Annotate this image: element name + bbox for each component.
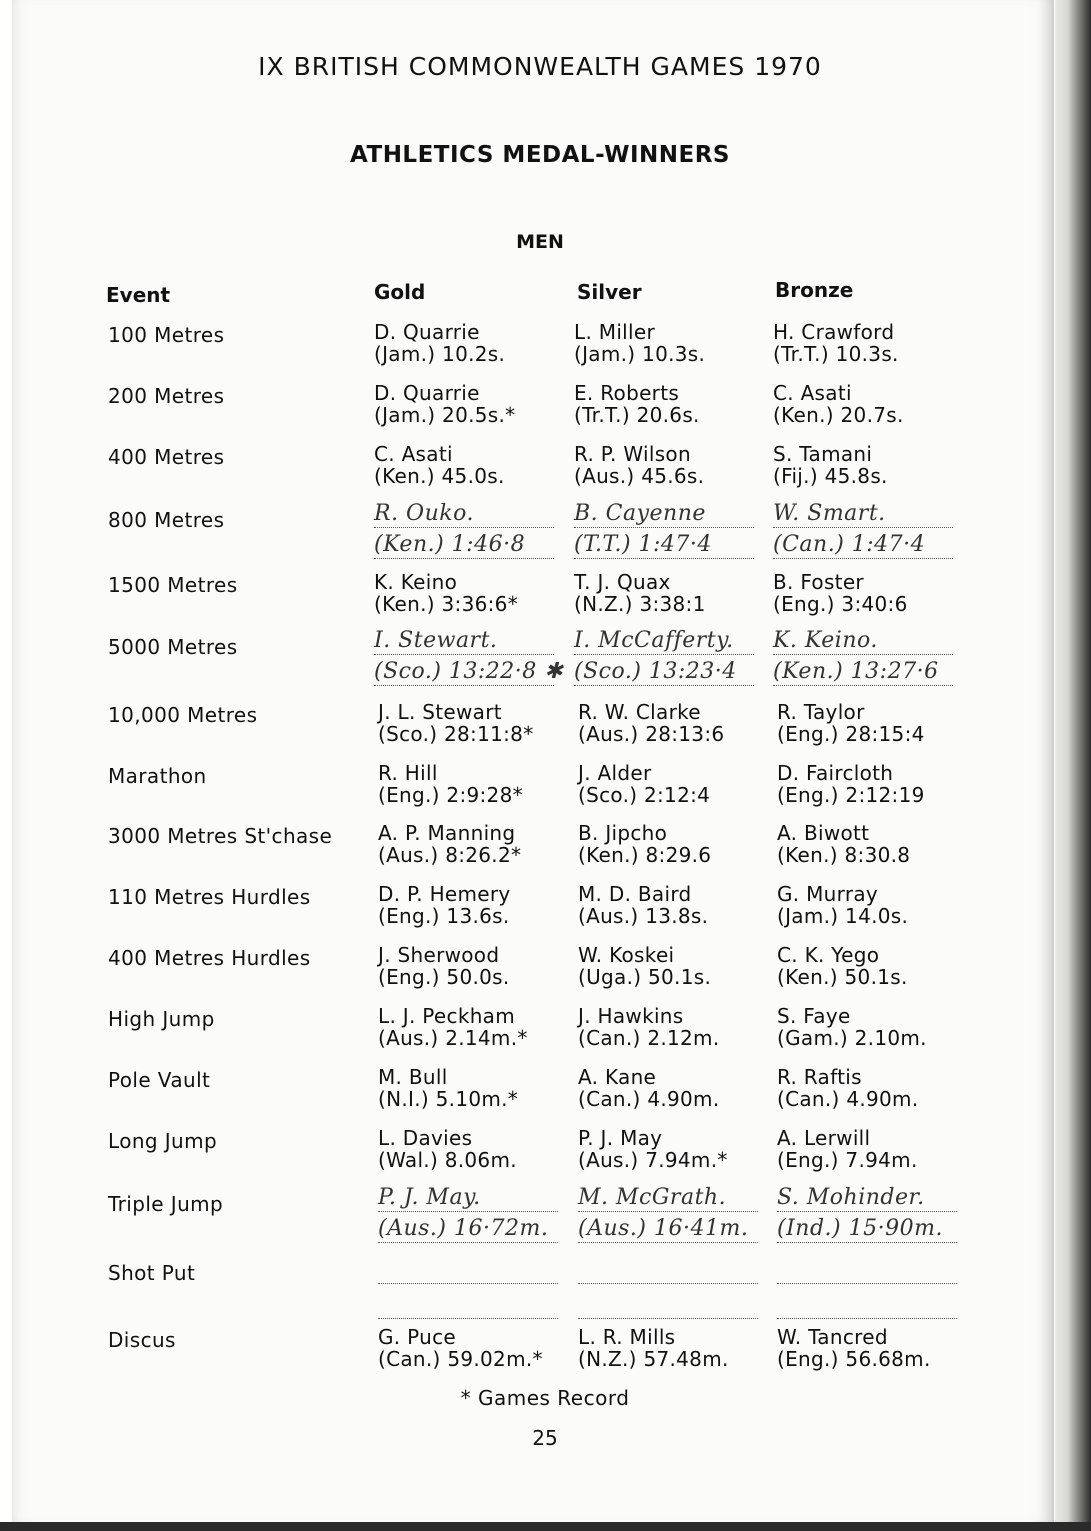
country-and-result: (Aus.) 16·41m. — [578, 1218, 758, 1243]
country-and-result: (Sco.) 13:23·4 — [574, 661, 754, 686]
country-and-result: (Ken.) 1:46·8 — [374, 534, 554, 559]
athlete-name: T. J. Quax — [574, 570, 671, 594]
bronze-medalist — [773, 443, 888, 487]
athlete-name: K. Keino — [374, 570, 458, 594]
athlete-name: J. Hawkins — [578, 1004, 684, 1028]
bronze-medalist — [773, 382, 904, 426]
country-and-result — [378, 1294, 558, 1319]
event-name: High Jump — [108, 1007, 215, 1031]
athlete-name: L. J. Peckham — [378, 1004, 516, 1028]
athlete-name: D. Faircloth — [777, 761, 894, 785]
country-and-result: (Ken.) 13:27·6 — [773, 661, 953, 686]
silver-medalist — [574, 630, 754, 686]
country-and-result: (Eng.) 7.94m. — [777, 1148, 918, 1172]
silver-medalist — [578, 822, 711, 866]
country-and-result: (Wal.) 8.06m. — [378, 1148, 517, 1172]
event-name: Triple Jump — [108, 1192, 224, 1216]
country-and-result: (Tr.T.) 10.3s. — [773, 342, 899, 366]
athlete-name: W. Tancred — [777, 1325, 888, 1349]
athlete-name: D. Quarrie — [374, 320, 480, 344]
athlete-name: C. K. Yego — [777, 943, 880, 967]
page-number: 25 — [532, 1426, 558, 1450]
column-header-silver: Silver — [577, 280, 642, 304]
scan-bottom-edge — [0, 1522, 1091, 1531]
country-and-result: (Eng.) 3:40:6 — [773, 592, 908, 616]
country-and-result: (N.Z.) 57.48m. — [578, 1347, 729, 1371]
athlete-name: A. Lerwill — [777, 1126, 871, 1150]
athlete-name: M. McGrath. — [578, 1187, 758, 1212]
athlete-name: W. Koskei — [578, 943, 675, 967]
athlete-name: L. Davies — [378, 1126, 473, 1150]
athlete-name: L. Miller — [574, 320, 656, 344]
country-and-result: (Jam.) 14.0s. — [777, 904, 909, 928]
book-spine-shadow — [1055, 0, 1091, 1531]
athlete-name: R. Ouko. — [374, 503, 554, 528]
event-name: Marathon — [108, 764, 207, 788]
gold-medalist — [378, 1259, 558, 1319]
bronze-medalist — [777, 883, 908, 927]
gold-medalist — [374, 321, 505, 365]
athlete-name — [378, 1259, 558, 1284]
event-name: 110 Metres Hurdles — [108, 885, 311, 909]
silver-medalist — [578, 944, 711, 988]
silver-medalist — [578, 701, 724, 745]
athlete-name: R. Taylor — [777, 700, 865, 724]
silver-medalist — [578, 1127, 728, 1171]
bronze-medalist — [777, 822, 910, 866]
athlete-name: W. Smart. — [773, 503, 953, 528]
gold-medalist — [378, 1326, 543, 1370]
athlete-name — [578, 1259, 758, 1284]
country-and-result: (Aus.) 45.6s. — [574, 464, 705, 488]
silver-medalist — [574, 321, 705, 365]
country-and-result: (Jam.) 10.3s. — [574, 342, 706, 366]
event-name: 800 Metres — [108, 508, 225, 532]
gold-medalist — [378, 822, 521, 866]
country-and-result: (Ken.) 50.1s. — [777, 965, 908, 989]
gold-medalist — [374, 503, 554, 559]
athlete-name: B. Foster — [773, 570, 864, 594]
athlete-name: S. Faye — [777, 1004, 851, 1028]
country-and-result: (Sco.) 28:11:8* — [378, 722, 534, 746]
event-name: 3000 Metres St'chase — [108, 824, 333, 848]
bronze-medalist — [773, 630, 953, 686]
country-and-result: (Aus.) 2.14m.* — [378, 1026, 528, 1050]
event-name: Shot Put — [108, 1261, 196, 1285]
silver-medalist — [574, 382, 700, 426]
athlete-name: M. Bull — [378, 1065, 448, 1089]
gold-medalist — [378, 944, 510, 988]
athlete-name: A. P. Manning — [378, 821, 516, 845]
country-and-result: (Eng.) 2:12:19 — [777, 783, 925, 807]
athlete-name: C. Asati — [374, 442, 453, 466]
bronze-medalist — [773, 571, 908, 615]
bronze-medalist — [777, 1326, 931, 1370]
silver-medalist — [578, 1259, 758, 1319]
athlete-name: G. Murray — [777, 882, 879, 906]
event-name: Pole Vault — [108, 1068, 211, 1092]
athlete-name: S. Mohinder. — [777, 1187, 957, 1212]
athlete-name: M. D. Baird — [578, 882, 692, 906]
bronze-medalist — [777, 1127, 918, 1171]
athlete-name: I. McCafferty. — [574, 630, 754, 655]
country-and-result: (Ken.) 45.0s. — [374, 464, 505, 488]
gold-medalist — [378, 883, 511, 927]
athlete-name: J. Alder — [578, 761, 652, 785]
country-and-result: (N.I.) 5.10m.* — [378, 1087, 519, 1111]
column-header-bronze: Bronze — [775, 278, 854, 302]
country-and-result: (Uga.) 50.1s. — [578, 965, 712, 989]
country-and-result: (Jam.) 20.5s.* — [374, 403, 516, 427]
athlete-name: S. Tamani — [773, 442, 873, 466]
country-and-result: (Eng.) 2:9:28* — [378, 783, 523, 807]
silver-medalist — [578, 883, 708, 927]
athlete-name: B. Jipcho — [578, 821, 668, 845]
athlete-name: D. P. Hemery — [378, 882, 511, 906]
athlete-name: R. Raftis — [777, 1065, 862, 1089]
bronze-medalist — [773, 321, 899, 365]
athlete-name: R. P. Wilson — [574, 442, 691, 466]
country-and-result: (Ken.) 3:36:6* — [374, 592, 518, 616]
country-and-result — [578, 1294, 758, 1319]
country-and-result: (Aus.) 28:13:6 — [578, 722, 725, 746]
silver-medalist — [578, 1066, 720, 1110]
country-and-result: (Aus.) 13.8s. — [578, 904, 709, 928]
country-and-result: (Tr.T.) 20.6s. — [574, 403, 700, 427]
gold-medalist — [378, 1127, 517, 1171]
country-and-result: (Can.) 4.90m. — [578, 1087, 720, 1111]
athlete-name: L. R. Mills — [578, 1325, 676, 1349]
gold-medalist — [378, 1066, 518, 1110]
gold-medalist — [378, 701, 534, 745]
country-and-result: (Aus.) 8:26.2* — [378, 843, 522, 867]
silver-medalist — [574, 503, 754, 559]
athlete-name: D. Quarrie — [374, 381, 480, 405]
gold-medalist — [374, 628, 564, 686]
silver-medalist — [574, 443, 704, 487]
event-name: 1500 Metres — [108, 573, 238, 597]
page-subtitle: ATHLETICS MEDAL-WINNERS — [349, 142, 731, 168]
country-and-result: (Sco.) 13:22·8 ✱ — [374, 659, 564, 684]
country-and-result: (Sco.) 2:12:4 — [578, 783, 711, 807]
country-and-result: (N.Z.) 3:38:1 — [574, 592, 706, 616]
gold-medalist — [374, 571, 518, 615]
silver-medalist — [578, 1326, 729, 1370]
country-and-result: (Fij.) 45.8s. — [773, 464, 888, 488]
bronze-medalist — [777, 762, 925, 806]
athlete-name — [777, 1259, 957, 1284]
silver-medalist — [578, 1005, 720, 1049]
footnote: * Games Record — [460, 1386, 630, 1410]
column-header-gold: Gold — [374, 280, 426, 304]
gold-medalist — [378, 1005, 528, 1049]
silver-medalist — [578, 762, 710, 806]
athlete-name: J. Sherwood — [378, 943, 500, 967]
country-and-result: (Aus.) 7.94m.* — [578, 1148, 728, 1172]
country-and-result: (Can.) 4.90m. — [777, 1087, 919, 1111]
athlete-name: P. J. May — [578, 1126, 663, 1150]
country-and-result: (T.T.) 1:47·4 — [574, 534, 754, 559]
event-name: 100 Metres — [108, 323, 225, 347]
country-and-result: (Ken.) 8:30.8 — [777, 843, 911, 867]
country-and-result: (Can.) 2.12m. — [578, 1026, 720, 1050]
athlete-name: E. Roberts — [574, 381, 680, 405]
event-name: 5000 Metres — [108, 635, 238, 659]
country-and-result: (Eng.) 50.0s. — [378, 965, 510, 989]
country-and-result: (Jam.) 10.2s. — [374, 342, 506, 366]
event-name: 400 Metres Hurdles — [108, 946, 311, 970]
event-name: Long Jump — [108, 1129, 218, 1153]
country-and-result: (Ind.) 15·90m. — [777, 1218, 957, 1243]
athlete-name: J. L. Stewart — [378, 700, 502, 724]
column-header-event: Event — [106, 283, 171, 307]
athlete-name: I. Stewart. — [374, 630, 554, 655]
gold-medalist — [378, 1187, 558, 1243]
event-name: 400 Metres — [108, 445, 225, 469]
country-and-result: (Eng.) 28:15:4 — [777, 722, 925, 746]
bronze-medalist — [773, 503, 953, 559]
gold-medalist — [374, 443, 505, 487]
athlete-name: G. Puce — [378, 1325, 456, 1349]
country-and-result: (Can.) 59.02m.* — [378, 1347, 543, 1371]
athlete-name: P. J. May. — [378, 1187, 558, 1212]
silver-medalist — [578, 1187, 758, 1243]
athlete-name: H. Crawford — [773, 320, 895, 344]
athlete-name: C. Asati — [773, 381, 852, 405]
event-name: 10,000 Metres — [108, 703, 258, 727]
athlete-name: A. Kane — [578, 1065, 657, 1089]
country-and-result: (Ken.) 8:29.6 — [578, 843, 712, 867]
bronze-medalist — [777, 701, 925, 745]
athlete-name: A. Biwott — [777, 821, 870, 845]
country-and-result: (Eng.) 56.68m. — [777, 1347, 931, 1371]
bronze-medalist — [777, 1259, 957, 1319]
gold-medalist — [378, 762, 523, 806]
gold-medalist — [374, 382, 515, 426]
event-name: 200 Metres — [108, 384, 225, 408]
bronze-medalist — [777, 1005, 927, 1049]
event-name: Discus — [108, 1328, 176, 1352]
athlete-name: B. Cayenne — [574, 503, 754, 528]
page-title: IX BRITISH COMMONWEALTH GAMES 1970 — [258, 52, 822, 81]
athlete-name: K. Keino. — [773, 630, 953, 655]
country-and-result: (Can.) 1:47·4 — [773, 534, 953, 559]
silver-medalist — [574, 571, 706, 615]
athlete-name: R. W. Clarke — [578, 700, 701, 724]
country-and-result: (Gam.) 2.10m. — [777, 1026, 927, 1050]
bronze-medalist — [777, 1066, 919, 1110]
bronze-medalist — [777, 1187, 957, 1243]
section-heading: MEN — [516, 231, 564, 253]
athlete-name: R. Hill — [378, 761, 438, 785]
country-and-result — [777, 1294, 957, 1319]
country-and-result: (Eng.) 13.6s. — [378, 904, 510, 928]
country-and-result: (Ken.) 20.7s. — [773, 403, 904, 427]
country-and-result: (Aus.) 16·72m. — [378, 1218, 558, 1243]
bronze-medalist — [777, 944, 908, 988]
